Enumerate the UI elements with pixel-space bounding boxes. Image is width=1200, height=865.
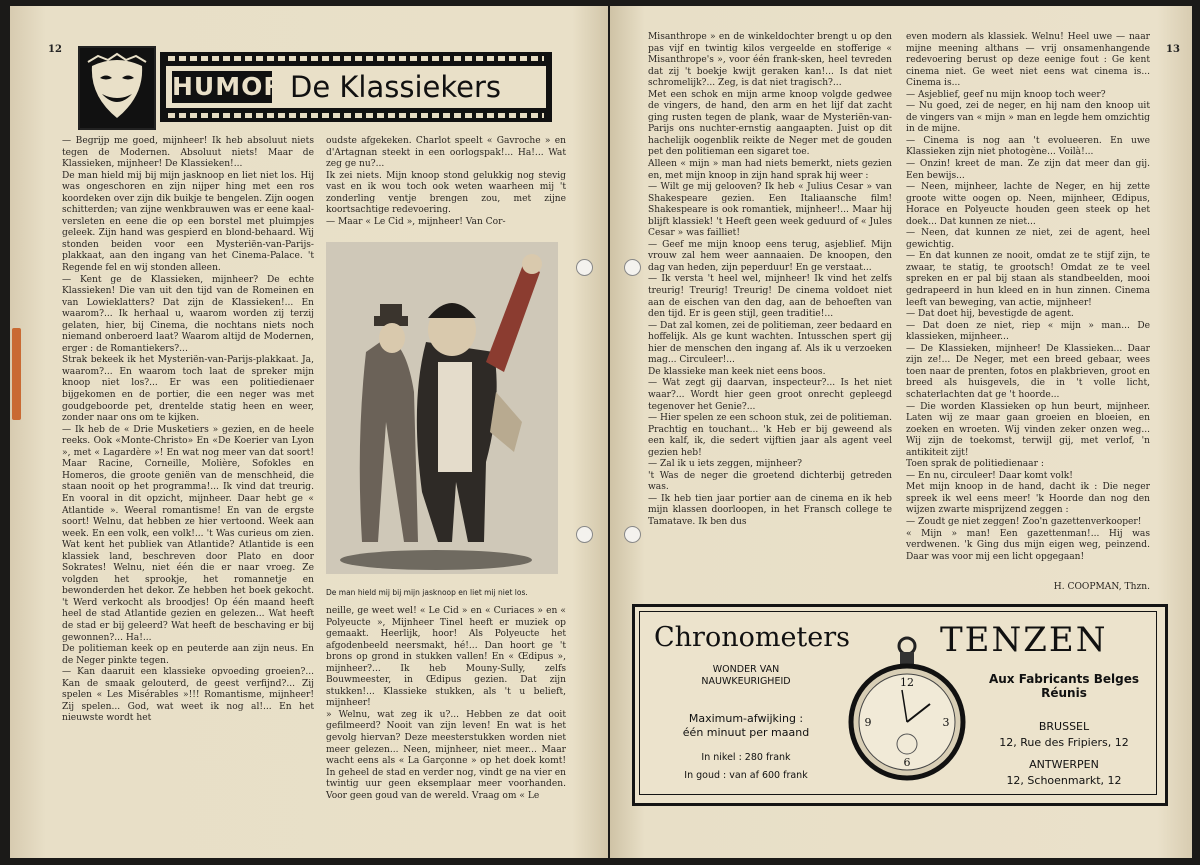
article-column-2-bottom: neille, ge weet wel! « Le Cid » en « Curiaces » en « Polyeucte », Mijnheer Tinel heeft er muziek op gemaakt. Heerlijk, hoor! Als Polyeucte het afgodenbeeld neersmakt, hé!... Dan hoort ge 't brons op grond in stukken vallen! En « Œdipus », mijnheer?... Ik heb Mouny-Sully, zelfs Bouwmeester, in Œdipus gezien. Dat zijn stukken!... Klassieke stukken, als 't u belieft, mijnheer! » Welnu, wat zeg ik u?... Hebben ze dat ooit gefilmeerd? Nooit van zijn leven! En wat is het gevolg hiervan? Deze meesterstukken worden niet meer gelezen... Neen, mijnheer, niet meer... Maar wacht eens als « La Garçonne » op het doek komt! In geheel de stad en verder nog, vindt ge na vier en twintig uur geen eksemplaar meer voorhanden. Voor geen goud van de wereld. Vraag om « Le <box>326 606 566 801</box>
ad-price-gold: In goud : van af 600 frank <box>684 770 808 781</box>
ad-city-2: ANTWERPEN <box>1029 758 1099 771</box>
film-strip-banner <box>160 52 552 122</box>
svg-text:3: 3 <box>942 716 950 729</box>
humor-header <box>78 46 556 132</box>
ad-stores: Aux Fabricants Belges Réunis <box>988 672 1140 700</box>
staple-hole <box>576 526 593 543</box>
article-column-3: Misanthrope » en de winkeldochter brengt u op den pas vijf en twintig kilos vergeelde en stofferige « Misanthrope's », voor één frank-sken, heel tevreden dat zij 't boekje kwijt geraken kan!... Is dat niet schromelijk?... Zeg, is dat niet tragisch?... Met een schok en mijn arme knoop volgde gedwee de vingers, de hand, den arm en het lijf dat zacht ging rusten tegen de plank, waar de Mysteriën-van-Parijs ons nuchter-ernstig aangaapten. Juist op dit hachelijk oogenblik reikte de Neger met de gouden pet den politieman een sigaret toe. Alleen « mijn » man had niets bemerkt, niets gezien en, met mijn knoop in zijn hand sprak hij weer : — Wilt ge mij gelooven? Ik heb « Julius Cesar » van Shakespeare gezien. Een Italiaansche film! Shakespeare is ook romantiek, mijnheer!... Maar hij blijft klassiek! 't Heeft geen week geduurd of « Jules Cesar » was failliet! — Geef me mijn knoop eens terug, asjeblief. Mijn vrouw zal hem weer aannaaien. De knoopen, den dag van heden, zijn peperduur! En ge verstaat... — Ik versta 't heel wel, mijnheer! Ik vind het zelfs treurig! Treurig! Treurig! De cinema voldoet niet aan de eischen van den dag, aan de behoeften van den tijd. Er is geen stijl, geen traditie!... — Dat zal komen, zei de politieman, zeer bedaard en hoffelijk. Als ge kunt wachten. Intusschen spert gij hier de menschen den ingang af. Als ik u verzoeken mag... Circuleer!... De klassieke man keek niet eens boos. — Wat zegt gij daarvan, inspecteur?... Is het niet waar?... Wordt hier geen groot onrecht gepleegd tegenover het Genie?... — Hier spelen ze een schoon stuk, zei de politieman. Prachtig en touchant... 'k Heb er bij geweend als een kalf, ik, die sedert vijftien jaar als agent veel gezien heb! — Zal ik u iets zeggen, mijnheer? 't Was de neger die groetend dichterbij getreden was. — Ik heb tien jaar portier aan de cinema en ik heb mijn klassen doorloopen, in het Fransch college te Tamatave. Ik ben dus <box>648 32 892 527</box>
ad-left-title: Chronometers <box>654 622 851 653</box>
article-column-2-top: oudste afgekeken. Charlot speelt « Gavroche » en d'Artagnan steekt in een oorlogspak!... Ha!... Wat zeg ge nu?... Ik zei niets. Mijn knoop stond gelukkig nog stevig vast en ik wou toch ook weten waarheen mij 't zonderling ventje brengen zou, met zijne koortsachtige redevoering. — Maar « Le Cid », mijnheer! Van Cor- <box>326 136 566 227</box>
svg-text:6: 6 <box>903 756 911 769</box>
ad-address-1: 12, Rue des Fripiers, 12 <box>999 736 1129 749</box>
ad-address-2: 12, Schoenmarkt, 12 <box>1006 774 1122 787</box>
theatre-mask-icon <box>78 46 156 130</box>
svg-text:12: 12 <box>900 676 914 689</box>
right-page <box>610 6 1192 858</box>
ad-deviation: Maximum-afwijking : één minuut per maand <box>682 712 810 739</box>
article-column-1: — Begrijp me goed, mijnheer! Ik heb absoluut niets tegen de Modernen. Absoluut niets! Maar de Klassieken, mijnheer! De Klassieken!... De man hield mij bij mijn jasknoop en liet niet los. Hij was ongeschoren en zijn nijper hing met een ros koordeken over zijn dik buikje te bengelen. Zijn oogen schitterden; van zijne wenkbrauwen was er eene kaal-versleten en eene die op een borstel met pluimpjes geleek. Zijn hand was gespierd en blond-behaard. Wij stonden beiden voor een Mysteriën-van-Parijs-plakkaat, aan den ingang van het Cinema-Palace. 't Regende fel en wij stonden alleen. — Kent ge de Klassieken, mijnheer? De echte Klassieken! Die van uit den tijd van de Romeinen en van Lowieklatters? Dat zijn de Klassieken!... En waarom?... Ik herhaal u, waarom worden zij terzij gelaten, hier, bij Cinema, die nochtans niets noch niemand onberoerd laat? Waarom altijd de Modernen, erger : de Romantiekers?... Strak bekeek ik het Mysteriën-van-Parijs-plakkaat. Ja, waarom?... En waarom toch laat de spreker mijn knoop niet los?... Er was een politiedienaer bijgekomen en de portier, die een neger was met goudgeboorde pet, drentelde statig heen en weer, zonder naar ons om te kijken. — Ik heb de « Drie Musketiers » gezien, en de heele reeks. Ook «Monte-Christo» En «De Koerier van Lyon », met « Lagardère »! En wat nog meer van dat soort! Maar Racine, Corneille, Molière, Sofokles en Homeros, die groote geniën van de menschheid, die staan nooit op het programma!... Ik vind dat treurig. En vooral in dit opzicht, mijnheer. Daar hebt ge « Atlantide ». Weeral romantisme! En van de ergste soort! Welnu, dat hebben ze hier vertoond. Week aan week. En een volk, een volk!... 't Was curieus om zien. Wat kent het publiek van Atlantide? Atlantide is een klassiek land, beschreven door Plato en door Sokrates! Welnu, niet één die er naar vroeg. Ze volgden het sprookje, het romannetje en bewonderden het dekor. Ze hebben het boek gekocht. 't Werd verkocht als broodjes! Op één maand heeft heel de stad Atlantide gezien en gelezen... Wat heeft de stad er bij geleerd? Wat heeft de beschaving er bij gewonnen?... Ha!... De politieman keek op en peuterde aan zijn neus. En de Neger pinkte tegen. — Kan daaruit een klassieke opvoeding groeien?... Kan de smaak gelouterd, de geest verfijnd?... Zij spelen « Les Misérables »!!! Romantisme, mijnheer! Zij spelen... God, wat weet ik nog al!... En het nieuwste wordt het <box>62 136 314 724</box>
ad-price-nickel: In nikel : 280 frank <box>701 752 791 763</box>
article-column-4: even modern als klassiek. Welnu! Heel uwe — naar mijne meening althans — vrij onsamenhangende redevoering berust op deze eenige fout : Ge kent cinema niet. Ge weet niet eens wat cinema is... Cinema is... — Asjeblief, geef nu mijn knoop toch weer? — Nu goed, zei de neger, en hij nam den knoop uit de vingers van « mijn » man en legde hem omzichtig in de mijne. — Cinema is nog aan 't evolueeren. En uwe Klassieken zijn niet photogène... Voilà!... — Onzin! kreet de man. Ze zijn dat meer dan gij. Een bewijs... — Neen, mijnheer, lachte de Neger, en hij zette groote witte oogen op. Neen, mijnheer, Œdipus, Horace en Polyeucte houden geen steek op het doek... Dat kunnen ze niet... — Neen, dat kunnen ze niet, zei de agent, heel gewichtig. — En dat kunnen ze nooit, omdat ze te stijf zijn, te zwaar, te statig, te grootsch! Omdat ze te veel spreken en er pal bij staan als standbeelden, mooi gedrapeerd in hun kleed en in hun zinnen. Cinema leeft van beweging, van actie, mijnheer! — Dat doet hij, bevestigde de agent. — Dat doen ze niet, riep « mijn » man... De klassieken, mijnheer... — De Klassieken, mijnheer! De Klassieken... Daar zijn ze!... De Neger, met een breed gebaar, wees toen naar de prenten, fotos en plakbrieven, groot en breed als huisgevels, die in 't volle licht, schaterlachten dat ge 't hoorde... — Die worden Klassieken op hun beurt, mijnheer. Laten wij ze maar gaan groeien en bloeien, en zoeken en wroeten. Wij vinden zeker onzen weg... Wij zijn de toekomst, terwijl gij, met verlof, 'n antikiteit zijt! Toen sprak de politiedienaar : — En nu, circuleer! Daar komt volk! Met mijn knoop in de hand, dacht ik : Die neger spreek ik wel eens meer! 'k Hoorde dan nog den wijzen zwarte misprijzend zeggen : — Zoudt ge niet zeggen! Zoo'n gazettenverkooper! « Mijn » man! Een gazettenman!... Hij was verdwenen. 'k Ging dus mijn eigen weg, peinzend. Daar was voor mij een licht opgegaan! <box>906 32 1150 562</box>
svg-text:9: 9 <box>864 716 872 729</box>
page-tab-marker <box>12 328 21 420</box>
staple-hole <box>576 259 593 276</box>
pocket-watch-icon <box>842 634 972 784</box>
author-signature: H. COOPMAN, Thzn. <box>1053 582 1150 592</box>
chronometer-advertisement <box>632 604 1168 806</box>
ad-city-1: BRUSSEL <box>1038 720 1090 733</box>
page-number-left: 12 <box>48 44 62 55</box>
ad-brand: TENZEN <box>940 620 1108 660</box>
left-page <box>10 6 608 858</box>
page-number-right: 13 <box>1166 44 1180 55</box>
cartoon-illustration <box>326 242 558 574</box>
staple-hole <box>624 526 641 543</box>
ad-tagline: WONDER VAN NAUWKEURIGHEID <box>701 664 791 687</box>
illustration-caption: De man hield mij bij mijn jasknoop en liet mij niet los. <box>326 588 528 597</box>
staple-hole <box>624 259 641 276</box>
article-title: De Klassiekers <box>290 70 501 104</box>
section-label: HUMOR <box>172 72 284 101</box>
